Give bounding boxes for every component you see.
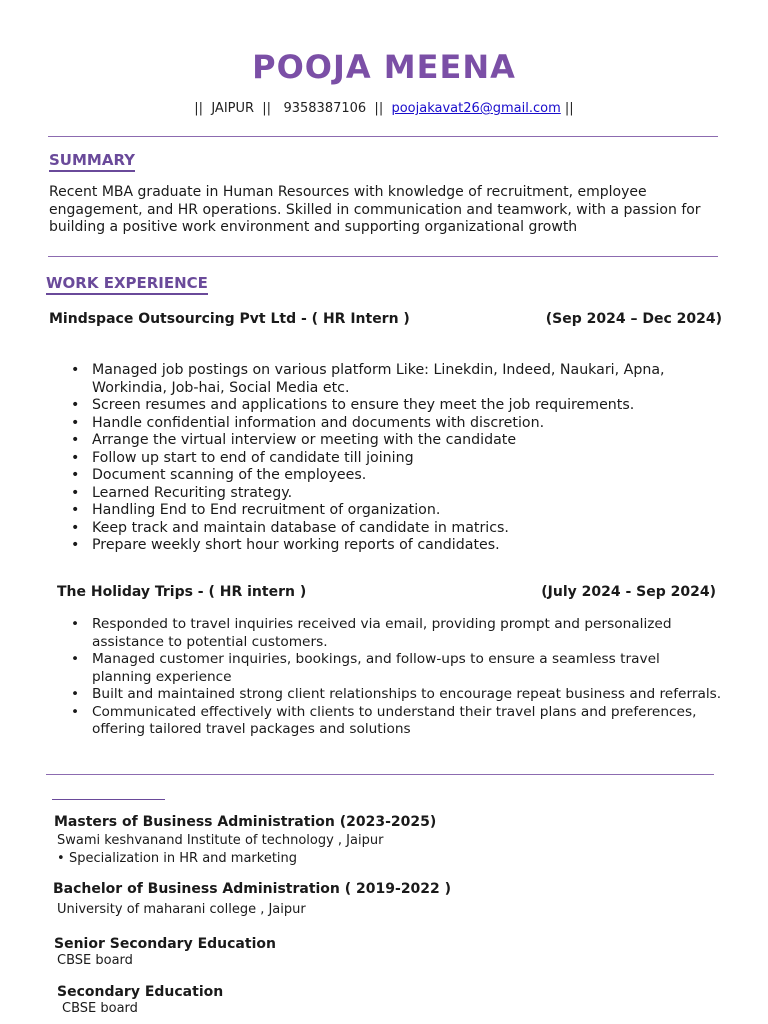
education-institution-4: CBSE board bbox=[62, 1001, 138, 1016]
email-link[interactable]: poojakavat26@gmail.com bbox=[391, 101, 561, 116]
list-item: • Built and maintained strong client relationships to encourage repeat business and referrals. bbox=[92, 686, 722, 704]
contact-suffix: || bbox=[560, 101, 574, 116]
job-1-bullets bbox=[92, 362, 722, 555]
job-dates-1: (Sep 2024 – Dec 2024) bbox=[545, 311, 722, 327]
education-institution-1: Swami keshvanand Institute of technology , Jaipur bbox=[57, 833, 384, 848]
job-title-2: The Holiday Trips - ( HR intern ) bbox=[57, 584, 307, 600]
list-item: • Prepare weekly short hour working reports of candidates. bbox=[92, 537, 722, 555]
bullet-icon: • bbox=[57, 851, 65, 866]
job-dates-2: (July 2024 - Sep 2024) bbox=[541, 584, 716, 600]
job-title-1: Mindspace Outsourcing Pvt Ltd - ( HR Intern ) bbox=[49, 311, 410, 327]
list-item: • Screen resumes and applications to ensure they meet the job requirements. bbox=[92, 397, 722, 415]
list-item: • Arrange the virtual interview or meeting with the candidate bbox=[92, 432, 722, 450]
list-item: • Handle confidential information and documents with discretion. bbox=[92, 415, 722, 433]
candidate-name: POOJA MEENA bbox=[252, 48, 516, 86]
list-item: • Keep track and maintain database of candidate in matrics. bbox=[92, 520, 722, 538]
education-institution-3: CBSE board bbox=[57, 953, 133, 968]
education-title-1: Masters of Business Administration (2023-2025) bbox=[54, 814, 437, 830]
list-item: • Managed job postings on various platform Like: Linekdin, Indeed, Naukari, Apna, Workindia, Job-hai, Social Media etc. bbox=[92, 362, 722, 397]
summary-heading: SUMMARY bbox=[49, 151, 135, 172]
work-experience-heading: WORK EXPERIENCE bbox=[46, 274, 208, 295]
list-item: • Managed customer inquiries, bookings, and follow-ups to ensure a seamless travel planning experience bbox=[92, 651, 722, 686]
education-title-3: Senior Secondary Education bbox=[54, 936, 276, 952]
summary-text: Recent MBA graduate in Human Resources with knowledge of recruitment, employee engagement, and HR operations. Skilled in communication and teamwork, with a passion for building a positive work environment and supporting organizational growth bbox=[49, 184, 701, 235]
experience-divider bbox=[46, 774, 714, 775]
header-divider bbox=[48, 136, 718, 137]
list-item: • Learned Recuriting strategy. bbox=[92, 485, 722, 503]
list-item: • Follow up start to end of candidate till joining bbox=[92, 450, 722, 468]
education-detail-1: • Specialization in HR and marketing bbox=[57, 851, 298, 866]
job-2-bullets bbox=[92, 616, 722, 739]
education-title-4: Secondary Education bbox=[57, 984, 224, 1000]
list-item: • Document scanning of the employees. bbox=[92, 467, 722, 485]
education-institution-2: University of maharani college , Jaipur bbox=[57, 902, 306, 917]
summary-divider bbox=[48, 256, 718, 257]
education-title-2: Bachelor of Business Administration ( 2019-2022 ) bbox=[53, 881, 452, 897]
list-item: • Handling End to End recruitment of organization. bbox=[92, 502, 722, 520]
education-heading-rule bbox=[52, 799, 165, 800]
list-item: • Communicated effectively with clients to understand their travel plans and preferences, offering tailored travel packages and solutions bbox=[92, 704, 722, 739]
contact-prefix: || JAIPUR || 9358387106 || bbox=[194, 101, 392, 116]
contact-line bbox=[0, 101, 768, 116]
list-item: • Responded to travel inquiries received via email, providing prompt and personalized assistance to potential customers. bbox=[92, 616, 722, 651]
